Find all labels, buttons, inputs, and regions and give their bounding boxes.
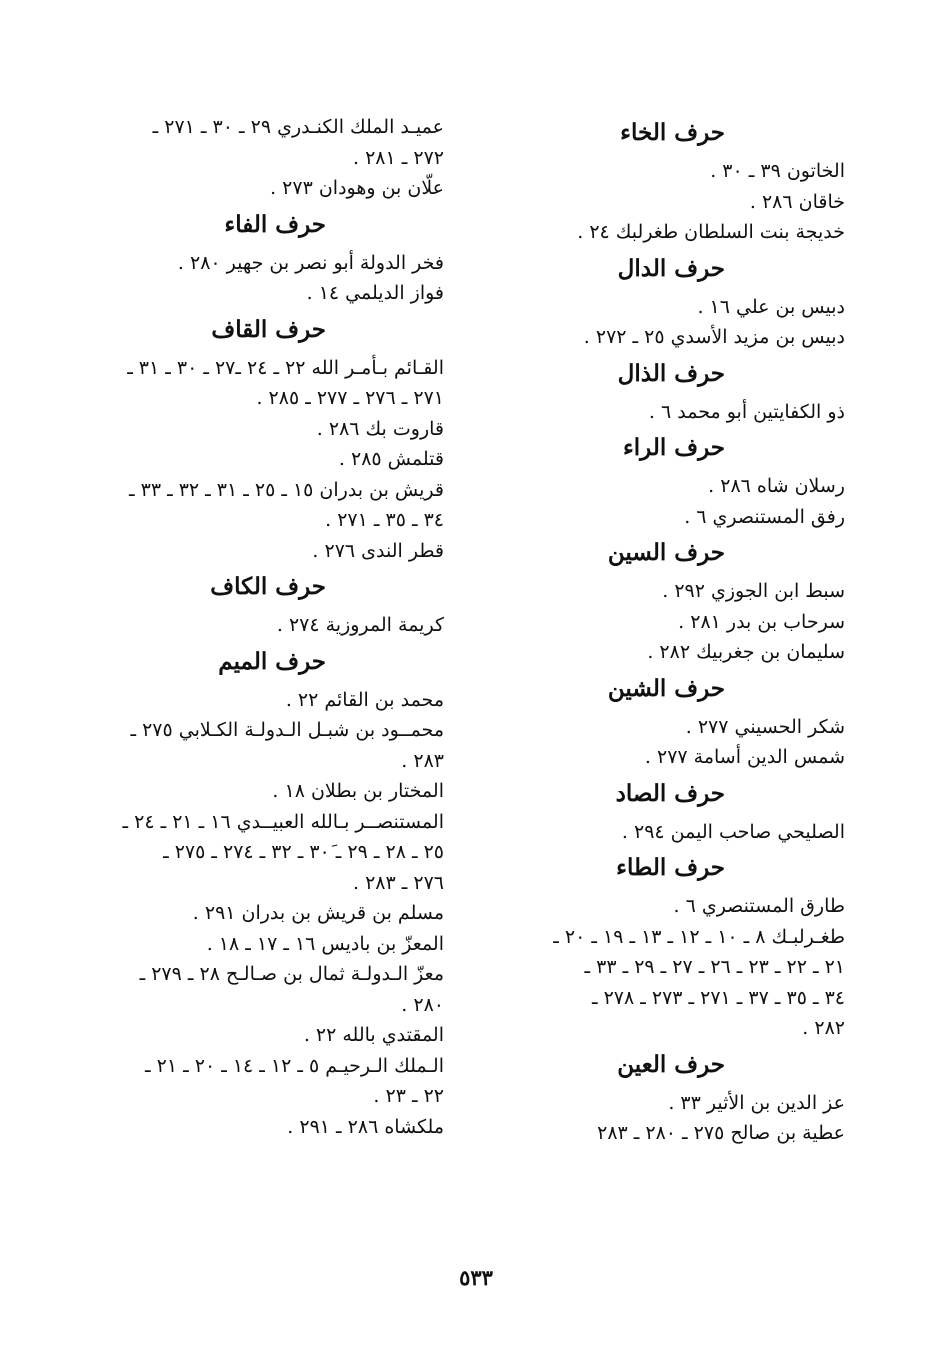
index-entry bbox=[495, 156, 845, 187]
entry-line: ملكشاه ٢٨٦ ـ ٢٩١ . bbox=[287, 1115, 444, 1138]
entry-continuation-line: ٢٨٣ . bbox=[401, 749, 444, 772]
index-entry bbox=[495, 397, 845, 428]
index-entry bbox=[495, 607, 845, 638]
entry-line: الـملك الـرحيـم ٥ ـ ١٢ ـ ١٤ ـ ٢٠ ـ ٢١ ـ bbox=[145, 1054, 444, 1077]
index-entry bbox=[495, 187, 845, 218]
entry-line: المختار بن بطلان ١٨ . bbox=[272, 780, 444, 802]
index-entry bbox=[92, 776, 444, 807]
entry-line: خاقان ٢٨٦ . bbox=[749, 190, 845, 213]
index-entry bbox=[92, 610, 444, 641]
entry-line: طارق المستنصري ٦ . bbox=[673, 895, 845, 917]
index-entry bbox=[495, 637, 845, 668]
page-number: ٥٣٣ bbox=[459, 1265, 493, 1290]
section-heading: حرف الذال bbox=[617, 359, 725, 387]
index-entry bbox=[495, 712, 845, 743]
section-heading: حرف الكاف bbox=[210, 573, 326, 600]
entry-line: عز الدين بن الأثير ٣٣ . bbox=[668, 1091, 845, 1114]
index-entry bbox=[92, 1112, 444, 1143]
entry-line: كريمة المروزية ٢٧٤ . bbox=[276, 614, 444, 636]
entry-line: خديجة بنت السلطان طغرلبك ٢٤ . bbox=[577, 221, 845, 243]
entry-line: محمد بن القائم ٢٢ . bbox=[285, 688, 444, 711]
index-entry bbox=[495, 1118, 845, 1149]
entry-continuation-line: ٢٥ ـ ٢٨ ـ ٢٩ ـ ٣٠َ ـ ٣٢ ـ ٢٧٤ ـ ٢٧٥ ـ bbox=[163, 841, 444, 863]
section-heading: حرف السين bbox=[607, 539, 725, 566]
entry-continuation-line: ٣٤ ـ ٣٥ ـ ٢٧١ . bbox=[325, 509, 444, 531]
entry-continuation-line: ٢٧١ ـ ٢٧٦ ـ ٢٧٧ ـ ٢٨٥ . bbox=[256, 387, 444, 409]
entry-line: المعزّ بن باديس ١٦ ـ ١٧ ـ ١٨ . bbox=[206, 932, 444, 955]
index-entry bbox=[92, 173, 444, 204]
index-section bbox=[495, 779, 845, 848]
section-heading: حرف القاف bbox=[211, 315, 326, 343]
index-entry bbox=[495, 217, 845, 248]
entry-line: سرحاب بن بدر ٢٨١ . bbox=[678, 610, 845, 633]
entry-continuation-line: ٢٢ ـ ٢٣ . bbox=[373, 1085, 444, 1107]
entry-line: قاروت بك ٢٨٦ . bbox=[316, 417, 444, 440]
index-entry bbox=[92, 444, 444, 475]
entry-line: سبط ابن الجوزي ٢٩٢ . bbox=[662, 580, 845, 602]
entry-line: دبيس بن علي ١٦ . bbox=[697, 295, 845, 318]
section-heading: حرف الصاد bbox=[615, 779, 725, 807]
entry-line: معزّ الـدولـة ثمال بن صـالـح ٢٨ ـ ٢٧٩ ـ bbox=[139, 963, 444, 985]
index-entry bbox=[92, 475, 444, 536]
entry-line: رفق المستنصري ٦ . bbox=[684, 505, 845, 528]
left-column bbox=[92, 112, 444, 1142]
index-entry bbox=[92, 807, 444, 899]
index-section bbox=[92, 112, 444, 204]
right-column bbox=[495, 112, 845, 1149]
index-entry bbox=[92, 1020, 444, 1051]
index-section bbox=[495, 1050, 845, 1149]
section-heading: حرف الشين bbox=[607, 674, 725, 702]
index-section bbox=[92, 210, 444, 309]
entry-line: شمس الدين أسامة ٢٧٧ . bbox=[644, 746, 845, 768]
index-entry bbox=[92, 248, 444, 279]
section-heading: حرف الطاء bbox=[616, 854, 725, 881]
entry-line: دبيس بن مزيد الأسدي ٢٥ ـ ٢٧٢ . bbox=[583, 326, 845, 348]
entry-line: فواز الديلمي ١٤ . bbox=[306, 282, 444, 304]
index-entry bbox=[92, 536, 444, 567]
entry-continuation-line: ٢٧٦ ـ ٢٨٣ . bbox=[353, 871, 444, 894]
entry-line: المقتدي بالله ٢٢ . bbox=[303, 1024, 444, 1046]
index-entry bbox=[92, 685, 444, 716]
index-entry bbox=[495, 1088, 845, 1119]
entry-line: عميـد الملك الكنـدري ٢٩ ـ ٣٠ ـ ٢٧١ ـ bbox=[152, 116, 444, 138]
section-heading: حرف الميم bbox=[218, 647, 326, 675]
index-entry bbox=[92, 353, 444, 414]
entry-line: قريش بن بدران ١٥ ـ ٢٥ ـ ٣١ ـ ٣٢ ـ ٣٣ ـ bbox=[129, 478, 444, 501]
entry-continuation-line: ٢٧٢ ـ ٢٨١ . bbox=[353, 146, 444, 169]
index-entry bbox=[495, 576, 845, 607]
index-section bbox=[92, 315, 444, 567]
index-section bbox=[495, 538, 845, 668]
entry-line: محمــود بن شبـل الـدولـة الكـلابي ٢٧٥ ـ bbox=[130, 719, 444, 741]
entry-line: الخاتون ٣٩ ـ ٣٠ . bbox=[710, 160, 845, 182]
entry-line: قطر الندى ٢٧٦ . bbox=[312, 539, 444, 562]
entry-continuation-line: ٢٨٠ . bbox=[401, 993, 444, 1016]
index-section bbox=[92, 572, 444, 641]
entry-line: فخر الدولة أبو نصر بن جهير ٢٨٠ . bbox=[177, 251, 444, 274]
index-entry bbox=[495, 471, 845, 502]
entry-line: القـائم بـأمـر الله ٢٢ ـ ٢٤ ـ٢٧ ـ ٣٠ ـ ٣١ ـ bbox=[127, 356, 444, 379]
index-entry bbox=[92, 898, 444, 929]
index-entry bbox=[495, 817, 845, 848]
index-entry bbox=[495, 922, 845, 1044]
index-entry bbox=[495, 292, 845, 323]
section-heading: حرف الفاء bbox=[224, 210, 326, 238]
index-entry bbox=[92, 112, 444, 173]
index-entry bbox=[495, 322, 845, 353]
index-section bbox=[495, 118, 845, 248]
entry-line: ذو الكفايتين أبو محمد ٦ . bbox=[648, 400, 845, 423]
index-section bbox=[495, 254, 845, 353]
index-section bbox=[495, 674, 845, 773]
entry-line: علّان بن وهودان ٢٧٣ . bbox=[270, 177, 444, 199]
index-section bbox=[92, 647, 444, 1143]
entry-continuation-line: ٢٨٢ . bbox=[802, 1017, 845, 1039]
index-entry bbox=[92, 278, 444, 309]
index-section bbox=[495, 433, 845, 532]
index-entry bbox=[92, 1051, 444, 1112]
entry-line: المستنصــر بـالله العبيــدي ١٦ ـ ٢١ ـ ٢٤ ـ bbox=[122, 810, 444, 833]
entry-line: شكر الحسيني ٢٧٧ . bbox=[685, 715, 845, 738]
section-heading: حرف الخاء bbox=[620, 119, 725, 146]
entry-line: قتلمش ٢٨٥ . bbox=[338, 448, 444, 470]
index-section bbox=[495, 853, 845, 1044]
index-section bbox=[495, 359, 845, 428]
entry-line: عطية بن صالح ٢٧٥ ـ ٢٨٠ ـ ٢٨٣ bbox=[597, 1122, 845, 1144]
index-entry bbox=[92, 959, 444, 1020]
index-entry bbox=[495, 742, 845, 773]
index-entry bbox=[495, 891, 845, 922]
section-heading: حرف العين bbox=[617, 1050, 725, 1078]
index-entry bbox=[92, 929, 444, 960]
entry-line: مسلم بن قريش بن بدران ٢٩١ . bbox=[192, 902, 444, 924]
entry-continuation-line: ٣٤ ـ ٣٥ ـ ٣٧ ـ ٢٧١ ـ ٢٧٣ ـ ٢٧٨ ـ bbox=[591, 986, 845, 1009]
section-heading: حرف الراء bbox=[622, 434, 725, 461]
entry-continuation-line: ٢١ ـ ٢٢ ـ ٢٣ ـ ٢٦ ـ ٢٧ ـ ٢٩ ـ ٣٣ ـ bbox=[584, 956, 845, 978]
entry-line: الصليحي صاحب اليمن ٢٩٤ . bbox=[621, 820, 845, 843]
index-entry bbox=[495, 502, 845, 533]
entry-line: سليمان بن جغربيك ٢٨٢ . bbox=[647, 641, 845, 663]
entry-line: طغـرلبـك ٨ ـ ١٠ ـ ١٢ ـ ١٣ ـ ١٩ ـ ٢٠ ـ bbox=[553, 925, 845, 948]
entry-line: رسلان شاه ٢٨٦ . bbox=[708, 475, 845, 497]
index-entry bbox=[92, 715, 444, 776]
section-heading: حرف الدال bbox=[617, 254, 725, 282]
index-entry bbox=[92, 414, 444, 445]
